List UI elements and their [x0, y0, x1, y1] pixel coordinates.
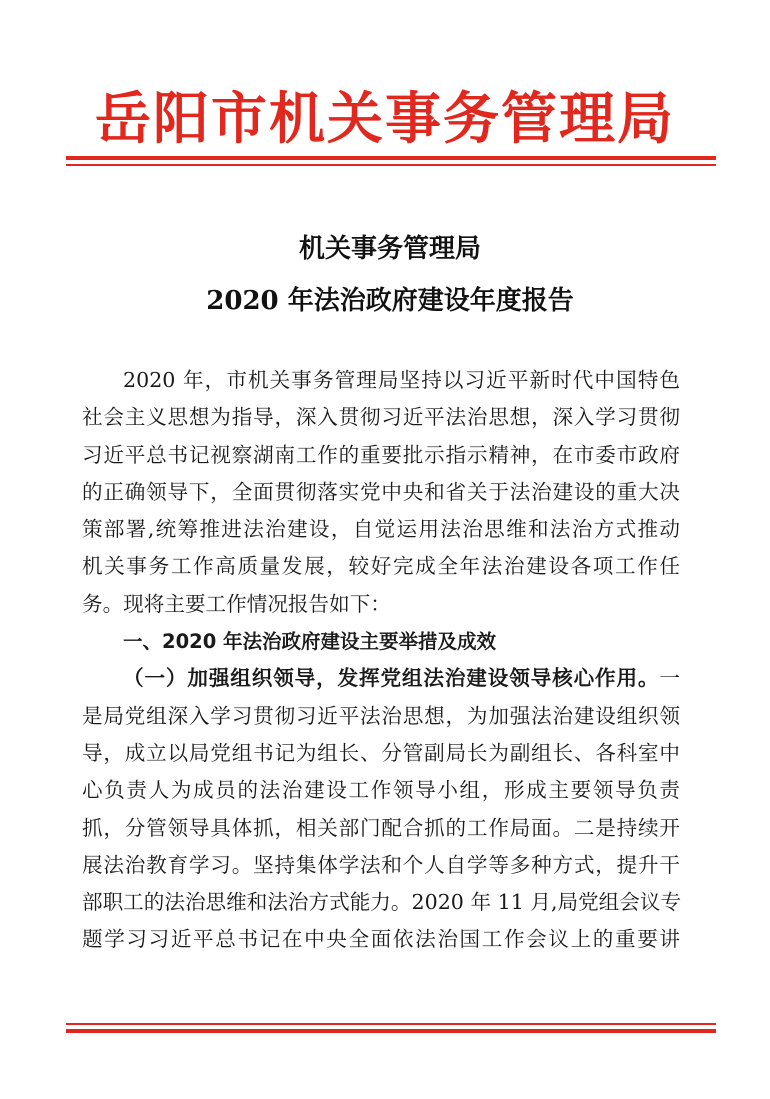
paragraph-line: 机关事务工作高质量发展，较好完成全年法治建设各项工作任 [82, 554, 680, 579]
paragraph-line: 的正确领导下，全面贯彻落实党中央和省关于法治建设的重大决 [82, 479, 680, 504]
paragraph-line: 心负责人为成员的法治建设工作领导小组，形成主要领导负责 [82, 778, 680, 803]
document-title-line2: 2020 年法治政府建设年度报告 [206, 286, 574, 316]
paragraph-line: 展法治教育学习。坚持集体学法和个人自学等多种方式，提升干 [82, 852, 680, 877]
footer-rule-thick [66, 1029, 716, 1033]
letterhead-org-name: 岳阳市机关事务管理局 [95, 86, 675, 152]
paragraph-line: 题学习习近平总书记在中央全面依法治国工作会议上的重要讲 [82, 927, 680, 952]
paragraph-line: 导，成立以局党组书记为组长、分管副局长为副组长、各科室中 [82, 740, 680, 765]
section-heading: 一、2020 年法治政府建设主要举措及成效 [123, 630, 497, 654]
letterhead-rule-thick [66, 156, 716, 160]
subsection-heading: （一）加强组织领导，发挥党组法治建设领导核心作用。 [123, 666, 660, 691]
paragraph-line: 务。现将主要工作情况报告如下： [82, 591, 391, 616]
paragraph-line: 是局党组深入学习贯彻习近平法治思想，为加强法治建设组织领 [82, 703, 680, 728]
paragraph-line: 习近平总书记视察湖南工作的重要批示指示精神，在市委市政府 [82, 442, 680, 467]
subsection-text: 一 [659, 666, 680, 691]
subsection-first-line [82, 660, 680, 697]
document-title-line1: 机关事务管理局 [298, 234, 481, 264]
paragraph-line: 抓，分管领导具体抓，相关部门配合抓的工作局面。二是持续开 [82, 815, 680, 840]
footer-rule-thin [66, 1023, 716, 1025]
paragraph-line: 2020 年，市机关事务管理局坚持以习近平新时代中国特色 [123, 368, 680, 392]
document-body [82, 362, 680, 959]
paragraph-line: 策部署,统筹推进法治建设，自觉运用法治思维和法治方式推动 [82, 517, 680, 542]
paragraph-line: 部职工的法治思维和法治方式能力。2020 年 11 月,局党组会议专 [82, 890, 682, 915]
paragraph-line: 社会主义思想为指导，深入贯彻习近平法治思想，深入学习贯彻 [82, 405, 680, 430]
letterhead-rule-thin [66, 164, 716, 166]
